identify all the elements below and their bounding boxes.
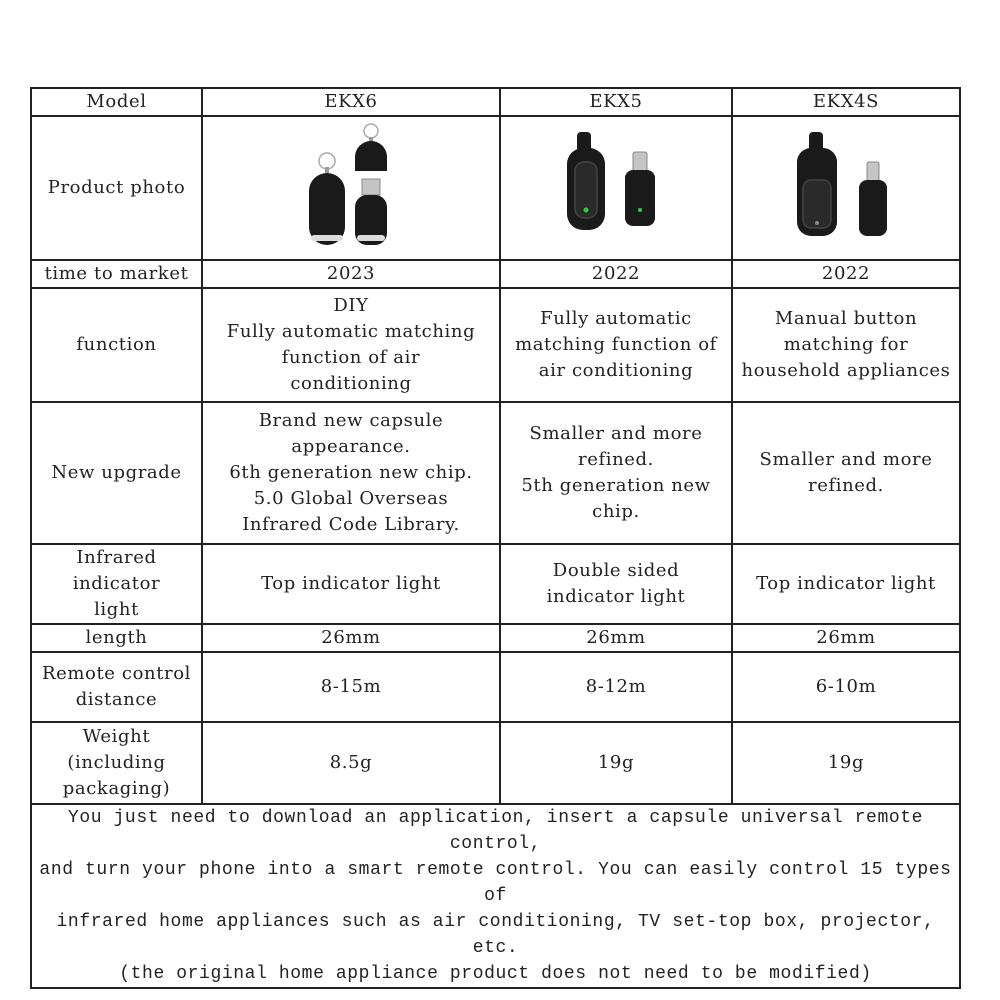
model-ekx4s: EKX4S [732,88,960,116]
cell-ekx5: 19g [500,722,732,804]
row-label: function [31,288,202,402]
capsule-remote-ekx6-icon [291,123,411,253]
cell-ekx6: DIY Fully automatic matching function of air conditioning [202,288,500,402]
cell-ekx4s: Top indicator light [732,544,960,624]
cell-ekx6: 2023 [202,260,500,288]
remote-ekx5-icon [561,128,671,248]
row-label: time to market [31,260,202,288]
row-weight [31,722,960,804]
cell-ekx4s: 26mm [732,624,960,652]
model-ekx6: EKX6 [202,88,500,116]
row-length [31,624,960,652]
header-row [31,88,960,116]
cell-ekx5: 8-12m [500,652,732,722]
row-label: New upgrade [31,402,202,544]
cell-ekx5: Fully automatic matching function of air conditioning [500,288,732,402]
row-time-to-market [31,260,960,288]
model-ekx5: EKX5 [500,88,732,116]
cell-ekx4s: 2022 [732,260,960,288]
row-indicator-light [31,544,960,624]
cell-ekx5: Double sided indicator light [500,544,732,624]
remote-ekx4s-icon [791,128,901,248]
row-label: length [31,624,202,652]
note-row [31,804,960,988]
photo-label: Product photo [31,116,202,260]
row-function [31,288,960,402]
row-remote-distance [31,652,960,722]
cell-ekx4s: 6-10m [732,652,960,722]
row-label: Infrared indicator light [31,544,202,624]
header-label: Model [31,88,202,116]
cell-ekx6: Top indicator light [202,544,500,624]
row-label: Weight (including packaging) [31,722,202,804]
cell-ekx4s: 19g [732,722,960,804]
cell-ekx6: 8-15m [202,652,500,722]
cell-ekx5: 2022 [500,260,732,288]
row-new-upgrade [31,402,960,544]
cell-ekx6: 26mm [202,624,500,652]
photo-ekx6 [202,116,500,260]
photo-ekx5 [500,116,732,260]
photo-row [31,116,960,260]
row-label: Remote control distance [31,652,202,722]
cell-ekx5: 26mm [500,624,732,652]
cell-ekx6: Brand new capsule appearance. 6th generation new chip. 5.0 Global Overseas Infrared Code Library. [202,402,500,544]
cell-ekx6: 8.5g [202,722,500,804]
cell-ekx4s: Smaller and more refined. [732,402,960,544]
photo-ekx4s [732,116,960,260]
cell-ekx4s: Manual button matching for household appliances [732,288,960,402]
cell-ekx5: Smaller and more refined. 5th generation new chip. [500,402,732,544]
footnote-text: You just need to download an application, insert a capsule universal remote control, and turn your phone into a smart remote control. You can easily control 15 types of infrared home appliances such as air conditioning, TV set-top box, projector, etc. (the original home appliance product does not need to be modified) [31,804,960,988]
comparison-table [30,87,961,989]
